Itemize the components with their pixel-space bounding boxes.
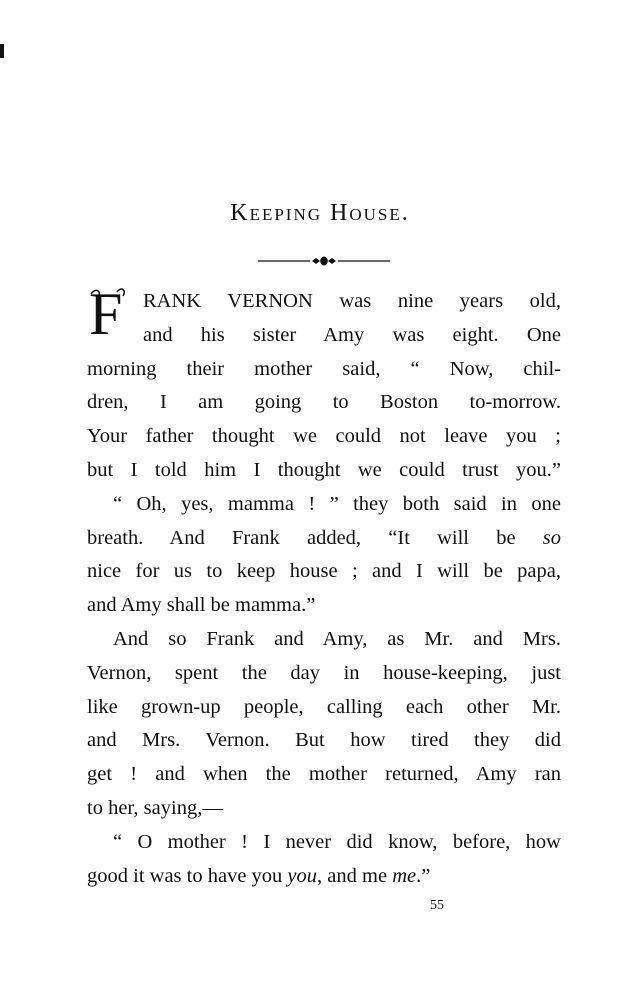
text-line: [87, 860, 561, 894]
text-line: Vernon, spent the day in house-keeping, just: [87, 661, 561, 684]
text-line: “ Oh, yes, mamma ! ” they both said in one: [113, 492, 561, 515]
text-line: get ! and when the mother returned, Amy ran: [87, 763, 561, 786]
text-run: good it was to have you: [87, 864, 288, 887]
dropcap-letter: F: [89, 282, 123, 347]
text-line: and Amy shall be mamma.”: [87, 594, 316, 617]
text-line: And so Frank and Amy, as Mr. and Mrs.: [113, 627, 561, 650]
page-number: 55: [430, 898, 444, 913]
title-ornament: [258, 254, 390, 268]
paragraph: [87, 488, 561, 623]
text-line: and Mrs. Vernon. But how tired they did: [87, 729, 561, 752]
text-line: and his sister Amy was eight. One: [143, 323, 561, 346]
emphasis: you: [287, 864, 318, 887]
text-run: breath. And Frank added, “It will be: [87, 526, 543, 549]
paragraph: [87, 285, 561, 488]
text-line: dren, I am going to Boston to-morrow.: [87, 391, 561, 414]
text-line: Your father thought we could not leave you ;: [87, 425, 561, 448]
paragraph: [87, 623, 561, 826]
text-run: .”: [416, 864, 431, 887]
emphasis: me: [392, 864, 417, 887]
text-line: morning their mother said, “ Now, chil-: [87, 357, 561, 380]
text-run: , and me: [317, 864, 393, 887]
body-text: [87, 285, 561, 893]
text-line: “ O mother ! I never did know, before, how: [113, 830, 561, 853]
chapter-title: Keeping House.: [230, 200, 410, 226]
emphasis: so: [542, 526, 561, 549]
text-line: [87, 522, 561, 556]
paragraph: [87, 826, 561, 894]
text-line: but I told him I thought we could trust you.”: [87, 458, 561, 481]
text-line: like grown-up people, calling each other Mr.: [87, 695, 561, 718]
text-line: RANK VERNON was nine years old,: [143, 290, 561, 312]
text-line: to her, saying,—: [87, 796, 223, 819]
page-edge-mark: [0, 44, 4, 58]
text-line: nice for us to keep house ; and I will be papa,: [87, 560, 561, 583]
